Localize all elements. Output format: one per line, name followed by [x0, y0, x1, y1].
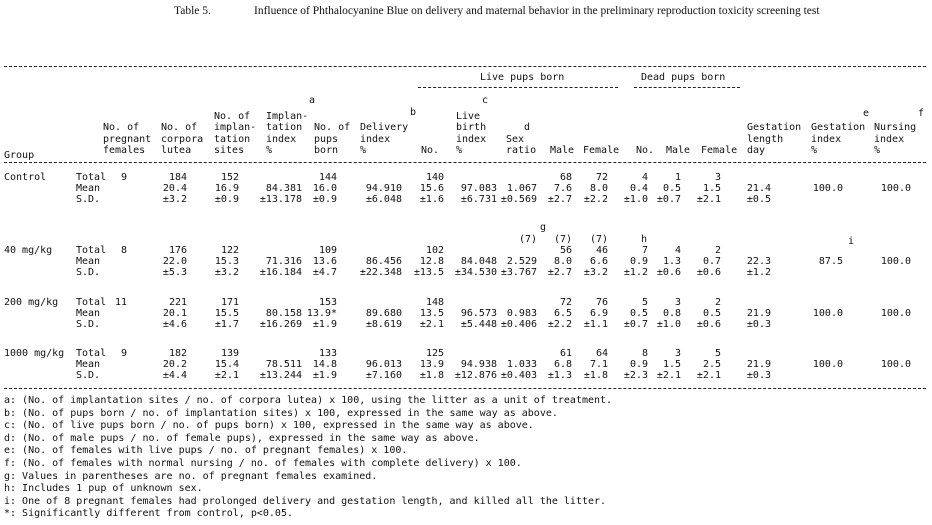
cell-dfemale: ±0.6: [696, 319, 721, 331]
pregnant-count: 11: [114, 297, 127, 308]
cell-dmale: 3: [674, 297, 681, 308]
cell-dno: 7: [641, 245, 648, 256]
bottom-rule: [4, 388, 926, 389]
cell-male: ±1.3: [547, 370, 572, 382]
cell-male: 6.8: [553, 359, 572, 371]
cell-female: ±1.8: [583, 370, 608, 382]
footnote-mark-i: i: [848, 236, 855, 247]
cell-cl: ±5.3: [162, 267, 187, 279]
cell-implidx: 84.381: [265, 183, 302, 195]
footnote: e: (No. of females with live pups / no. of pregnant females) x 100.: [4, 445, 408, 457]
cell-female: ±2.2: [583, 194, 608, 206]
cell-dfemale: 2: [714, 297, 721, 308]
cell-birth: 84.048: [460, 256, 497, 268]
cell-gestlen: ±0.3: [746, 319, 771, 331]
cell-female: 7.1: [589, 359, 608, 371]
note-sex-count: (7): [518, 234, 537, 245]
cell-cl: 182: [168, 348, 187, 359]
top-rule: [4, 66, 926, 67]
cell-male: 8.0: [553, 256, 572, 268]
cell-gestlen: 21.9: [746, 359, 771, 371]
cell-cl: ±3.2: [162, 194, 187, 206]
cell-birth: ±5.448: [460, 319, 497, 331]
header-sexratio-line: Sex: [506, 133, 525, 145]
header-implidx-line: tation: [266, 122, 303, 133]
cell-impl: 15.3: [214, 256, 239, 268]
cell-born: ±0.9: [312, 194, 337, 206]
cell-female: 64: [595, 348, 608, 359]
header-female: Female: [583, 145, 620, 156]
header-impl-line: tation: [214, 133, 251, 145]
cell-nurs: 100.0: [880, 308, 911, 320]
cell-dmale: 1.3: [662, 256, 681, 268]
footnote: g: Values in parentheses are no. of pregnant females examined.: [4, 470, 378, 482]
stat-label: Mean: [76, 256, 101, 268]
group-label: 1000 mg/kg: [4, 348, 65, 359]
cell-live: 102: [425, 245, 444, 256]
header-male: Male: [550, 145, 575, 156]
header-cl-line: lutea: [161, 145, 192, 156]
cell-impl: 16.9: [214, 183, 239, 195]
cell-dfemale: ±0.6: [696, 267, 721, 279]
cell-male: ±2.7: [547, 267, 572, 279]
cell-male: 56: [559, 245, 572, 256]
header-preg-line: females: [103, 145, 146, 156]
cell-dfemale: 0.7: [702, 256, 721, 268]
footnote: c: (No. of live pups born / no. of pups born) x 100, expressed in the same way as above.: [4, 420, 534, 432]
cell-male: ±2.2: [547, 319, 572, 331]
cell-born: 14.8: [312, 359, 337, 371]
header-gestlen-line: day: [747, 145, 766, 156]
footnote: a: (No. of implantation sites / no. of corpora lutea) x 100, using the litter as a unit of treatment.: [4, 395, 613, 406]
cell-deliv: 89.680: [365, 308, 402, 320]
cell-live: ±13.5: [413, 267, 444, 279]
cell-cl: 176: [168, 245, 187, 256]
cell-dno: 0.9: [629, 359, 648, 371]
cell-dno: ±1.2: [623, 267, 648, 279]
cell-sex: 1.067: [506, 183, 537, 195]
cell-impl: ±0.9: [214, 194, 239, 206]
cell-impl: 15.5: [214, 308, 239, 320]
cell-impl: 171: [220, 297, 239, 308]
cell-deliv: ±22.348: [359, 267, 402, 279]
cell-dfemale: ±2.1: [696, 194, 721, 206]
stat-label: Mean: [76, 183, 101, 195]
cell-dmale: 3: [674, 348, 681, 359]
cell-impl: ±1.7: [214, 319, 239, 331]
stat-label: S.D.: [76, 319, 101, 331]
header-nurs-line: index: [874, 133, 905, 145]
cell-born: 133: [318, 348, 337, 359]
header-gestidx-line: Gestation: [811, 122, 866, 133]
cell-dfemale: 2.5: [702, 359, 721, 371]
cell-male: 7.6: [553, 183, 572, 195]
cell-female: 72: [595, 172, 608, 183]
cell-cl: ±4.6: [162, 319, 187, 331]
stat-label: S.D.: [76, 194, 101, 206]
footnote: f: (No. of females with normal nursing / no. of females with complete delivery) x 100.: [4, 457, 522, 469]
cell-dno: 4: [641, 172, 648, 183]
cell-sex: ±0.403: [500, 370, 537, 382]
cell-cl: 20.4: [162, 183, 187, 195]
header-birth-line: Live: [456, 110, 481, 122]
cell-impl: 139: [220, 348, 239, 359]
cell-nurs: 100.0: [880, 256, 911, 268]
cell-nurs: 100.0: [880, 359, 911, 371]
footnote-mark-e: e: [863, 108, 870, 119]
cell-born: 109: [318, 245, 337, 256]
cell-dmale: ±0.6: [656, 267, 681, 279]
cell-live: ±2.1: [419, 319, 444, 331]
footnote: b: (No. of pups born / no. of implantation sites) x 100, expressed in the same way as above.: [4, 407, 558, 419]
cell-deliv: 94.910: [365, 183, 402, 195]
header-nurs-line: %: [874, 145, 881, 156]
cell-sex: ±0.569: [500, 194, 537, 206]
cell-born: 16.0: [312, 183, 337, 195]
header-birth-line: index: [456, 133, 487, 145]
cell-dno: 8: [641, 348, 648, 359]
cell-live: 13.9: [419, 359, 444, 371]
header-born-line: No. of: [314, 122, 351, 133]
footnote: i: One of 8 pregnant females had prolonged delivery and gestation length, and killed all the litter.: [4, 495, 607, 507]
cell-dmale: 0.5: [662, 183, 681, 195]
stat-label: Total: [76, 245, 107, 256]
header-impl-line: implan-: [214, 122, 257, 133]
footnote: h: Includes 1 pup of unknown sex.: [4, 483, 203, 495]
header-sexratio-line: ratio: [506, 145, 537, 156]
cell-gestidx: 100.0: [812, 308, 843, 320]
stat-label: Total: [76, 297, 107, 308]
cell-female: 8.0: [589, 183, 608, 195]
cell-gestidx: 100.0: [812, 183, 843, 195]
header-gestlen-line: length: [747, 133, 784, 145]
cell-male: 61: [559, 348, 572, 359]
pregnant-count: 8: [120, 245, 127, 256]
cell-cl: 20.2: [162, 359, 187, 371]
header-nurs-line: Nursing: [874, 122, 917, 133]
footnote-mark-h: h: [641, 234, 648, 245]
cell-male: ±2.7: [547, 194, 572, 206]
cell-sex: 2.529: [506, 256, 537, 268]
cell-dno: 5: [641, 297, 648, 308]
footnote: *: Significantly different from control, p<0.05.: [4, 508, 293, 520]
cell-deliv: 96.013: [365, 359, 402, 371]
header-dead-male: Male: [666, 145, 691, 156]
cell-dmale: ±1.0: [656, 319, 681, 331]
stat-label: Total: [76, 172, 107, 183]
cell-dno: ±1.0: [623, 194, 648, 206]
cell-sex: ±0.406: [500, 319, 537, 331]
header-deliv-line: %: [360, 145, 367, 156]
cell-gestidx: 87.5: [818, 256, 843, 268]
cell-cl: 20.1: [162, 308, 187, 320]
header-gestlen-line: Gestation: [747, 122, 802, 133]
cell-gestlen: ±0.3: [746, 370, 771, 382]
pregnant-count: 9: [120, 348, 127, 359]
header-deliv-line: Delivery: [360, 122, 409, 133]
footnote: d: (No. of male pups / no. of female pups), expressed in the same way as above.: [4, 432, 480, 444]
footnote-mark-g: g: [540, 222, 547, 233]
header-impl-line: sites: [214, 145, 245, 156]
header-birth-line: %: [456, 145, 463, 156]
cell-dfemale: 2: [714, 245, 721, 256]
cell-birth: ±6.731: [460, 194, 497, 206]
cell-impl: 15.4: [214, 359, 239, 371]
cell-dmale: 0.8: [662, 308, 681, 320]
footnote-mark-f: f: [918, 108, 925, 119]
header-preg-line: No. of: [103, 122, 140, 133]
cell-dmale: ±2.1: [656, 370, 681, 382]
cell-live: ±1.6: [419, 194, 444, 206]
header-implidx-line: index: [266, 133, 297, 145]
cell-dmale: 4: [674, 245, 681, 256]
cell-born: ±1.9: [312, 370, 337, 382]
cell-dno: 0.9: [629, 256, 648, 268]
header-implidx-line: Implan-: [266, 110, 309, 122]
cell-live: 15.6: [419, 183, 444, 195]
cell-dfemale: 5: [714, 348, 721, 359]
cell-female: ±1.1: [583, 319, 608, 331]
pregnant-count: 9: [120, 172, 127, 183]
stat-label: Total: [76, 348, 107, 359]
cell-live: 140: [425, 172, 444, 183]
header-cl-line: No. of: [161, 122, 198, 133]
header-live-no: No.: [421, 145, 440, 156]
stat-label: S.D.: [76, 370, 101, 382]
cell-birth: 96.573: [460, 308, 497, 320]
cell-cl: ±4.4: [162, 370, 187, 382]
cell-dfemale: 0.5: [702, 308, 721, 320]
footnote-mark-a: a: [309, 95, 316, 106]
footnotes: [4, 395, 612, 521]
cell-birth: ±12.876: [454, 370, 497, 382]
footnote-mark-d: d: [524, 122, 531, 133]
cell-male: 6.5: [553, 308, 572, 320]
cell-female: 46: [595, 245, 608, 256]
cell-female: 6.6: [589, 256, 608, 268]
header-impl-line: No. of: [214, 110, 251, 122]
stat-label: Mean: [76, 359, 101, 371]
cell-cl: 184: [168, 172, 187, 183]
header-born-line: pups: [314, 133, 339, 145]
cell-dno: ±2.3: [623, 370, 648, 382]
cell-gestlen: ±1.2: [746, 267, 771, 279]
footnote-mark-c: c: [482, 95, 489, 106]
header-birth-line: birth: [456, 122, 487, 133]
header-born-line: born: [314, 145, 339, 156]
live-pups-born-header: Live pups born: [480, 72, 565, 83]
cell-implidx: 78.511: [265, 359, 302, 371]
cell-cl: 221: [168, 297, 187, 308]
header-gestidx-line: %: [811, 145, 818, 156]
cell-female: ±3.2: [583, 267, 608, 279]
header-group: Group: [4, 150, 35, 161]
stat-label: Mean: [76, 308, 101, 320]
cell-dno: ±0.7: [623, 319, 648, 331]
cell-nurs: 100.0: [880, 183, 911, 195]
live-group-rule: [418, 87, 618, 88]
cell-dfemale: 3: [714, 172, 721, 183]
cell-born: 13.6: [312, 256, 337, 268]
cell-implidx: ±13.244: [259, 370, 302, 382]
header-cl-line: corpora: [161, 133, 204, 145]
cell-dmale: 1: [674, 172, 681, 183]
cell-birth: ±34.530: [454, 267, 497, 279]
header-gestidx-line: index: [811, 133, 842, 145]
cell-female: 6.9: [589, 308, 608, 320]
cell-gestidx: 100.0: [812, 359, 843, 371]
cell-gestlen: 22.3: [746, 256, 771, 268]
dead-pups-born-header: Dead pups born: [641, 72, 726, 83]
cell-deliv: ±8.619: [365, 319, 402, 331]
group-label: 40 mg/kg: [4, 245, 53, 256]
cell-deliv: 86.456: [365, 256, 402, 268]
header-dead-no: No.: [636, 145, 655, 156]
cell-live: 148: [425, 297, 444, 308]
stat-label: S.D.: [76, 267, 101, 279]
cell-live: 125: [425, 348, 444, 359]
cell-born: 144: [318, 172, 337, 183]
cell-live: ±1.8: [419, 370, 444, 382]
header-implidx-line: %: [266, 145, 273, 156]
cell-born: ±1.9: [312, 319, 337, 331]
note-male-count: (7): [553, 234, 572, 245]
table-caption: Influence of Phthalocyanine Blue on delivery and maternal behavior in the preliminary reproduction toxicity screening test: [254, 5, 820, 17]
group-label: 200 mg/kg: [4, 297, 59, 308]
cell-impl: 152: [220, 172, 239, 183]
table-title: Table 5.: [174, 5, 211, 17]
cell-implidx: ±13.178: [259, 194, 302, 206]
cell-birth: 94.938: [460, 359, 497, 371]
cell-dno: 0.5: [629, 308, 648, 320]
cell-implidx: ±16.184: [259, 267, 302, 279]
cell-cl: 22.0: [162, 256, 187, 268]
cell-impl: ±2.1: [214, 370, 239, 382]
cell-implidx: ±16.269: [259, 319, 302, 331]
group-label: Control: [4, 172, 47, 183]
cell-implidx: 71.316: [265, 256, 302, 268]
cell-dmale: 1.5: [662, 359, 681, 371]
cell-deliv: ±6.048: [365, 194, 402, 206]
dead-group-rule: [634, 87, 740, 88]
header-rule: [4, 162, 926, 163]
header-preg-line: pregnant: [103, 133, 152, 145]
cell-dmale: ±0.7: [656, 194, 681, 206]
cell-female: 76: [595, 297, 608, 308]
cell-born: 13.9*: [306, 308, 337, 320]
cell-born: ±4.7: [312, 267, 337, 279]
cell-deliv: ±7.160: [365, 370, 402, 382]
footnote-mark-b: b: [410, 107, 417, 118]
cell-live: 12.8: [419, 256, 444, 268]
cell-live: 13.5: [419, 308, 444, 320]
cell-impl: 122: [220, 245, 239, 256]
cell-male: 68: [559, 172, 572, 183]
cell-birth: 97.083: [460, 183, 497, 195]
cell-gestlen: ±0.5: [746, 194, 771, 206]
header-dead-female: Female: [701, 145, 738, 156]
cell-dno: 0.4: [629, 183, 648, 195]
note-female-count: (7): [589, 234, 608, 245]
cell-gestlen: 21.9: [746, 308, 771, 320]
cell-sex: 1.033: [506, 359, 537, 371]
cell-sex: ±3.767: [500, 267, 537, 279]
header-deliv-line: index: [360, 133, 391, 145]
cell-implidx: 80.158: [265, 308, 302, 320]
cell-impl: ±3.2: [214, 267, 239, 279]
cell-male: 72: [559, 297, 572, 308]
cell-born: 153: [318, 297, 337, 308]
cell-sex: 0.983: [506, 308, 537, 320]
cell-dfemale: 1.5: [702, 183, 721, 195]
cell-dfemale: ±2.1: [696, 370, 721, 382]
cell-gestlen: 21.4: [746, 183, 771, 195]
